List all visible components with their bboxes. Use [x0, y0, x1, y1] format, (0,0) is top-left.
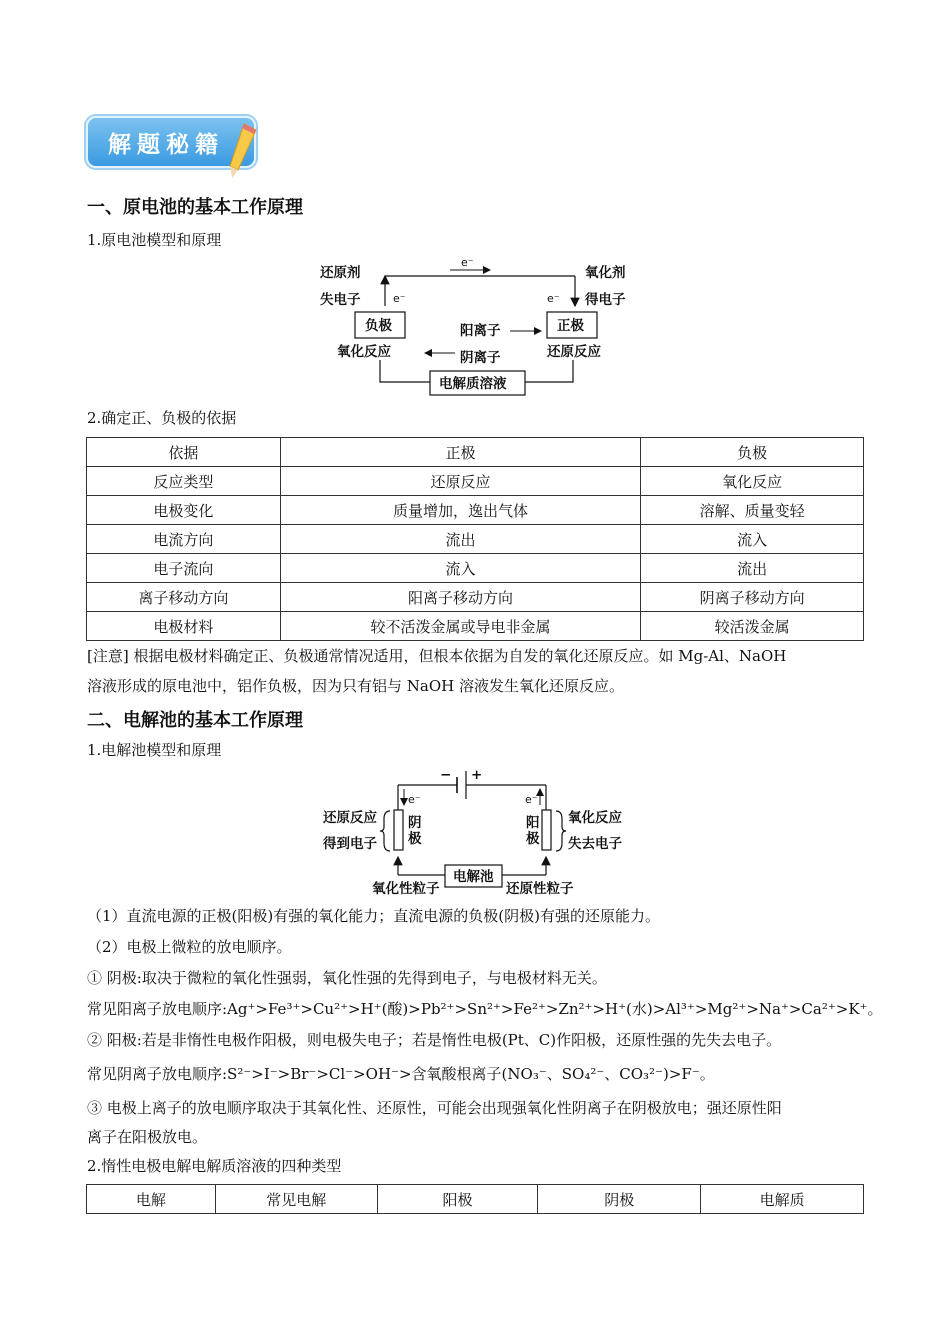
diag1-reductant: 还原剂 [320, 265, 361, 281]
table-cell: 流入 [280, 554, 641, 583]
table-header-row [87, 438, 864, 467]
table-header-cell: 阳极 [377, 1185, 538, 1214]
diag1-electron-left: e⁻ [393, 292, 406, 305]
diag2-cathode-char2: 极 [408, 831, 422, 847]
diag2-oxidation: 氧化反应 [568, 810, 622, 826]
paragraph-8: 离子在阳极放电。 [87, 1128, 208, 1146]
table-header-cell: 依据 [87, 438, 281, 467]
diag1-cation: 阳离子 [460, 323, 501, 339]
diag2-reduction: 还原反应 [323, 810, 377, 826]
note-line2: 溶液形成的原电池中，铝作负极，因为只有铝与 NaOH 溶液发生氧化还原反应。 [87, 677, 624, 695]
table-header-cell: 常见电解 [215, 1185, 377, 1214]
table-row [87, 583, 864, 612]
section2-sub2: 2.惰性电极电解电解质溶液的四种类型 [87, 1157, 342, 1175]
table-cell: 较不活泼金属或导电非金属 [280, 612, 641, 641]
table-header-cell: 电解 [87, 1185, 216, 1214]
diag2-lose-electron: 失去电子 [568, 836, 622, 852]
table-cell: 阴离子移动方向 [641, 583, 864, 612]
table-header-cell: 电解质 [701, 1185, 864, 1214]
table-cell: 氧化反应 [641, 467, 864, 496]
diag1-oxidation: 氧化反应 [337, 344, 391, 360]
diag2-anode-plate [542, 810, 551, 850]
diag2-gain-electron: 得到电子 [323, 836, 377, 852]
section1-sub2: 2.确定正、负极的依据 [87, 409, 237, 427]
diag2-cathode-char1: 阴 [408, 815, 422, 831]
section-badge [86, 116, 262, 176]
diag2-electron-right: e⁻ [525, 793, 538, 806]
paragraph-5: ② 阳极:若是非惰性电极作阳极，则电极失电子；若是惰性电极(Pt、C)作阳极，还原性强的先失去电子。 [87, 1031, 782, 1049]
paragraph-7: ③ 电极上离子的放电顺序取决于其氧化性、还原性，可能会出现强氧化性阴离子在阴极放电；强还原性阳 [87, 1099, 782, 1117]
table-header-cell: 负极 [641, 438, 864, 467]
table-row [87, 496, 864, 525]
diag1-oxidant: 氧化剂 [585, 265, 626, 281]
diag2-anode-char1: 阳 [526, 815, 540, 831]
electrode-criteria-table [86, 437, 864, 641]
diag1-electron-right: e⁻ [547, 292, 560, 305]
table-cell: 电流方向 [87, 525, 281, 554]
table-row [87, 554, 864, 583]
table-row [87, 612, 864, 641]
diag1-neg: 负极 [365, 318, 392, 334]
diag2-cathode-plate [394, 810, 403, 850]
table-cell: 流出 [280, 525, 641, 554]
diag2-electron-left: e⁻ [408, 793, 421, 806]
table-cell: 离子移动方向 [87, 583, 281, 612]
table-header-row [87, 1185, 864, 1214]
table-row [87, 467, 864, 496]
table-cell: 阳离子移动方向 [280, 583, 641, 612]
diag2-cell: 电解池 [453, 869, 494, 885]
badge-text: 解题秘籍 [108, 132, 224, 158]
diag1-anion: 阴离子 [460, 350, 501, 366]
table-row [87, 525, 864, 554]
paragraph-3: ① 阴极:取决于微粒的氧化性强弱，氧化性强的先得到电子，与电极材料无关。 [87, 969, 607, 987]
pencil-icon [226, 120, 262, 180]
diag1-lose-electron: 失电子 [320, 292, 361, 308]
electrolysis-types-table [86, 1184, 864, 1214]
galvanic-cell-diagram [315, 252, 645, 402]
note-line1: [注意] 根据电极材料确定正、负极通常情况适用，但根本依据为自发的氧化还原反应。如 Mg-Al、NaOH [87, 647, 787, 665]
section1-title: 一、原电池的基本工作原理 [87, 197, 303, 218]
diag2-oxidizing-particle: 氧化性粒子 [372, 881, 440, 897]
diag2-minus: − [440, 767, 452, 783]
table-cell: 电极变化 [87, 496, 281, 525]
table-cell: 还原反应 [280, 467, 641, 496]
diag1-gain-electron: 得电子 [585, 292, 626, 308]
table-cell: 反应类型 [87, 467, 281, 496]
paragraph-1: （1）直流电源的正极(阳极)有强的氧化能力；直流电源的负极(阴极)有强的还原能力。 [87, 907, 660, 925]
diag2-plus: + [471, 767, 483, 783]
paragraph-6: 常见阴离子放电顺序:S²⁻>I⁻>Br⁻>Cl⁻>OH⁻>含氧酸根离子(NO₃⁻、SO₄²⁻、CO₃²⁻)>F⁻。 [87, 1065, 715, 1083]
section2-title: 二、电解池的基本工作原理 [87, 710, 303, 731]
diag1-reduction: 还原反应 [547, 344, 601, 360]
paragraph-4: 常见阳离子放电顺序:Ag⁺>Fe³⁺>Cu²⁺>H⁺(酸)>Pb²⁺>Sn²⁺>Fe²⁺>Zn²⁺>H⁺(水)>Al³⁺>Mg²⁺>Na⁺>Ca²⁺>K⁺。 [87, 1000, 883, 1018]
diag2-reducing-particle: 还原性粒子 [506, 881, 574, 897]
table-cell: 质量增加，逸出气体 [280, 496, 641, 525]
table-cell: 溶解、质量变轻 [641, 496, 864, 525]
diag1-electron-top: e⁻ [461, 256, 474, 269]
table-header-cell: 正极 [280, 438, 641, 467]
table-cell: 电子流向 [87, 554, 281, 583]
table-cell: 较活泼金属 [641, 612, 864, 641]
table-cell: 电极材料 [87, 612, 281, 641]
diag2-anode-char2: 极 [526, 831, 540, 847]
table-cell: 流出 [641, 554, 864, 583]
section2-sub1: 1.电解池模型和原理 [87, 741, 222, 759]
section1-sub1: 1.原电池模型和原理 [87, 231, 222, 249]
table-cell: 流入 [641, 525, 864, 554]
electrolytic-cell-diagram [320, 765, 640, 900]
table-header-cell: 阴极 [538, 1185, 701, 1214]
paragraph-2: （2）电极上微粒的放电顺序。 [87, 938, 292, 956]
diag1-solution: 电解质溶液 [439, 376, 507, 392]
diag1-pos: 正极 [557, 318, 584, 334]
